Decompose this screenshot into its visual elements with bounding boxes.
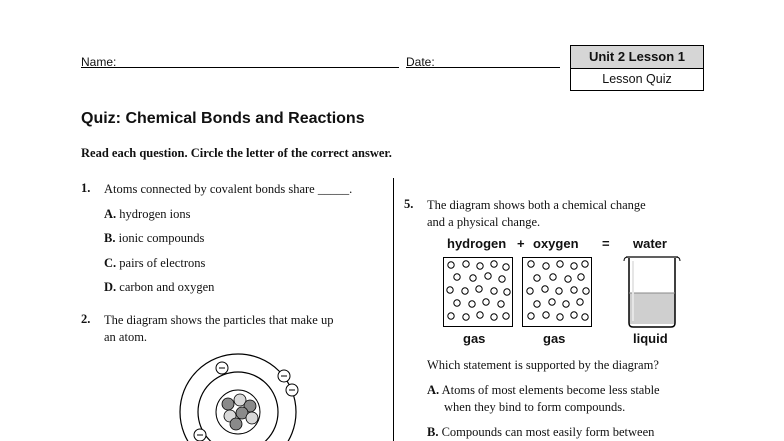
name-label: Name: (81, 55, 117, 69)
question-5-line-1: The diagram shows both a chemical change (427, 198, 646, 212)
choice-text: hydrogen ions (119, 207, 191, 221)
question-1-choice-c[interactable] (104, 255, 205, 272)
question-2-line-2: an atom. (104, 330, 148, 344)
unit-lesson-box (570, 45, 704, 91)
choice-text: pairs of electrons (119, 256, 206, 270)
question-5-number: 5. (404, 197, 414, 211)
column-divider (393, 178, 394, 441)
question-1-choice-a[interactable] (104, 206, 190, 223)
question-1-choice-d[interactable] (104, 279, 214, 296)
name-blank-line[interactable] (81, 67, 399, 68)
gas-label-2: gas (543, 331, 566, 346)
question-5-choice-a-line-2: when they bind to form compounds. (444, 400, 626, 414)
instructions: Read each question. Circle the letter of the correct answer. (81, 146, 392, 160)
hydrogen-gas-box (443, 257, 513, 327)
choice-text: Atoms of most elements become less stable (441, 383, 660, 397)
equals-sign: = (602, 236, 610, 251)
gas-particles (444, 258, 511, 325)
hydrogen-label: hydrogen (447, 236, 507, 251)
nucleus (222, 394, 258, 430)
oxygen-label: oxygen (533, 236, 579, 251)
page-title: Quiz: Chemical Bonds and Reactions (81, 110, 365, 127)
choice-letter: A. (427, 383, 440, 397)
oxygen-gas-box (522, 257, 592, 327)
electron (216, 362, 228, 374)
choice-text: carbon and oxygen (119, 280, 215, 294)
date-label: Date: (406, 55, 435, 69)
date-blank-line[interactable] (406, 67, 560, 68)
outer-orbit (198, 372, 278, 441)
gas-label-1: gas (463, 331, 486, 346)
electron (194, 429, 206, 441)
question-2-line-1: The diagram shows the particles that make up (104, 313, 334, 327)
question-1-number: 1. (81, 181, 91, 195)
unit-subtitle: Lesson Quiz (602, 72, 672, 86)
choice-letter: B. (104, 231, 116, 245)
question-5-choice-b[interactable] (427, 424, 654, 441)
choice-letter: A. (104, 207, 117, 221)
electron (278, 370, 290, 382)
question-5-prompt: Which statement is supported by the diagram? (427, 358, 659, 372)
choice-text: ionic compounds (118, 231, 205, 245)
gas-particles (523, 258, 590, 325)
question-5-choice-a[interactable] (427, 382, 660, 399)
choice-letter: D. (104, 280, 117, 294)
choice-text: Compounds can most easily form between (441, 425, 655, 439)
question-2-number: 2. (81, 312, 91, 326)
electron (286, 384, 298, 396)
liquid-label: liquid (633, 331, 668, 346)
question-1-text: Atoms connected by covalent bonds share _____. (104, 182, 353, 196)
plus-sign: + (517, 236, 525, 251)
unit-title: Unit 2 Lesson 1 (571, 46, 703, 69)
choice-letter: C. (104, 256, 117, 270)
water-label: water (633, 236, 667, 251)
question-5-line-2: and a physical change. (427, 215, 541, 229)
choice-letter: B. (427, 425, 439, 439)
atom-diagram (160, 350, 320, 441)
question-1-choice-b[interactable] (104, 230, 204, 247)
beaker-icon (622, 253, 682, 329)
